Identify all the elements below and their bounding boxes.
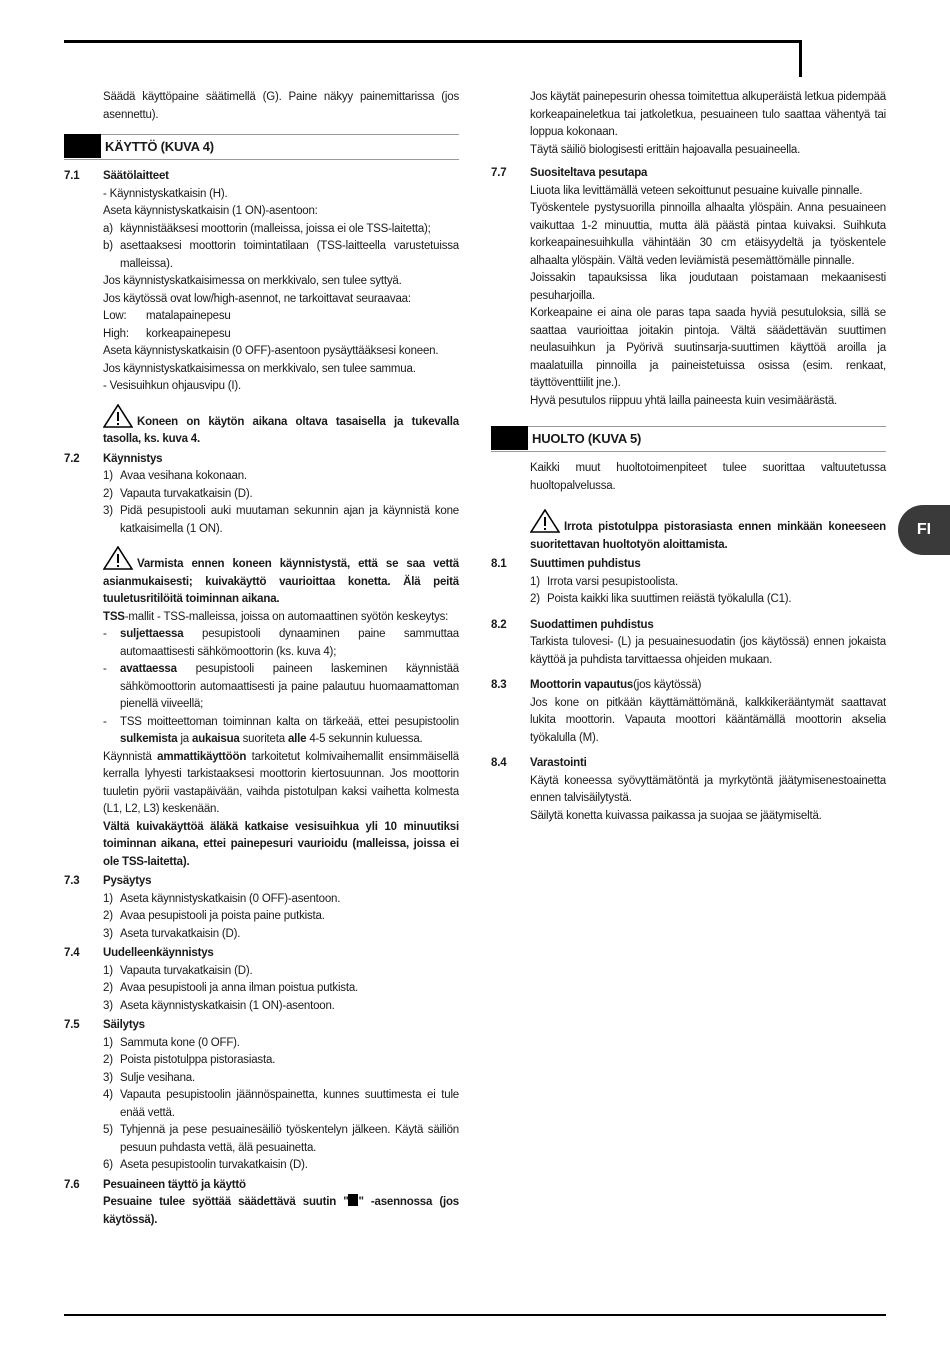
bold-note: Vältä kuivakäyttöä äläkä katkaise vesisuihkua yli 10 minuutiksi toiminnan aikana, ettei painepesuri vaurioidu (malleissa, joissa ei ole TSS-laitetta).	[103, 820, 459, 868]
subsection-heading: 8.1 Suuttimen puhdistus	[491, 558, 641, 570]
paragraph: Täytä säiliö biologisesti erittäin hajoavalla pesuaineella.	[530, 143, 801, 156]
subsection-heading: 7.6 Pesuaineen täyttö ja käyttö	[64, 1178, 246, 1191]
paragraph: - Käynnistyskatkaisin (H).	[103, 187, 228, 200]
paragraph: Aseta käynnistyskatkaisin (0 OFF)-asentoon pysäyttääksesi koneen.	[103, 345, 439, 357]
paragraph: TSS-mallit - TSS-malleissa, joissa on automaattinen syötön keskeytys:	[103, 610, 449, 623]
paragraph: Jos käytät painepesurin ohessa toimitettua alkuperäistä letkua pidempää korkeapaineletkua tai jatkoletkua, pesuaineen tulo saattaa vähentyä tai loppua kokonaan.	[530, 91, 886, 138]
list-item: 2) Vapauta turvakatkaisin (D).	[103, 487, 253, 500]
right-column	[491, 89, 886, 825]
list-item: 3) Sulje vesihana.	[103, 1071, 195, 1084]
paragraph: Työskentele pystysuorilla pinnoilla alhaalta ylöspäin. Anna pesuaineen vaikuttaa 1-2 minuuttia, mutta älä päästä pintaa kuivaksi. Suihkuta korkeapainesuihkulla vähintään 30 cm etäisyydeltä ja työskentele alhaalta ylöspäin. Vältä veden leviämistä pesemättömälle pinnalle.	[530, 202, 886, 267]
section-marker	[491, 426, 528, 450]
paragraph: Jos kone on pitkään käyttämättömänä, kalkkikerääntymät saattavat lukita moottorin. Vapauta moottori kääntämällä moottorin akselia työkalulla (M).	[530, 696, 886, 744]
list-item: 1) Vapauta turvakatkaisin (D).	[103, 964, 253, 977]
paragraph: Liuota lika levittämällä veteen sekoittunut pesuaine kuivalle pinnalle.	[530, 184, 863, 197]
list-item: 1) Avaa vesihana kokonaan.	[103, 470, 247, 482]
list-item: 1) Irrota varsi pesupistoolista.	[530, 575, 678, 588]
list-item: 1) Sammuta kone (0 OFF).	[103, 1036, 240, 1049]
subsection-heading: 7.3 Pysäytys	[64, 875, 152, 887]
paragraph: Kaikki muut huoltotoimenpiteet tulee suorittaa valtuutetussa huoltopalvelussa.	[530, 462, 886, 492]
paragraph: Käynnistä ammattikäyttöön tarkoitetut kolmivaihemallit ensimmäisellä kerralla lyhyesti tarkistaaksesi moottorin kiertosuunnan. Jos moottorin tuuletin pyörii vastapäivään, vaihda pistotulpan kaksi vaihetta kolmesta (L1, L2, L3) keskenään.	[103, 750, 459, 815]
high-setting: High: korkeapainepesu	[103, 327, 231, 340]
warning-note: Koneen on käytön aikana oltava tasaisella ja tukevalla tasolla, ks. kuva 4.	[64, 404, 459, 449]
list-item: - avattaessa pesupistooli paineen laskeminen käynnistää sähkömoottorin automaattisesti ja paine palautuu huomaamattoman pienellä viiveellä;	[103, 663, 459, 710]
language-tab: FI	[898, 505, 950, 555]
list-item: 6) Aseta pesupistoolin turvakatkaisin (D).	[103, 1159, 308, 1171]
subsection-heading: 7.1 Säätölaitteet	[64, 170, 169, 182]
paragraph: Joissakin tapauksissa lika joudutaan poistamaan mekaanisesti pesuharjoilla.	[530, 272, 886, 302]
top-rule	[64, 40, 802, 43]
warning-icon	[530, 509, 560, 533]
warning-note: Irrota pistotulppa pistorasiasta ennen minkään koneeseen suoritettavan huoltotyön aloittamista.	[491, 509, 886, 554]
subsection-heading: 7.5 Säilytys	[64, 1019, 145, 1031]
list-item: 2) Poista pistotulppa pistorasiasta.	[103, 1054, 276, 1066]
subsection-heading: 7.2 Käynnistys	[64, 452, 163, 465]
warning-icon	[103, 404, 133, 428]
bottom-rule	[64, 1314, 886, 1316]
section-header-huolto	[491, 426, 886, 452]
subsection-heading: 7.7 Suositeltava pesutapa	[491, 167, 648, 179]
subsection-heading: 8.4 Varastointi	[491, 757, 587, 769]
paragraph: Korkeapaine ei aina ole paras tapa saada hyviä pesutuloksia, sillä se saattaa vaurioittaa joitakin pintoja. Vältä säädettävän suuttimen neulasuihkun ja Pyörivä suutinsarja-suuttimen käyttöä aroilla ja maalatuilla pinnoilla ja paineistetuissa osissa (esim. renkaat, täyttöventtiilit jne.).	[530, 307, 886, 389]
subsection-heading: 7.4 Uudelleenkäynnistys	[64, 947, 214, 959]
list-item: - TSS moitteettoman toiminnan kalta on tärkeää, ettei pesupistoolin sulkemista ja aukaisua suoriteta alle 4-5 sekunnin kuluessa.	[103, 715, 459, 745]
paragraph: Jos käytössä ovat low/high-asennot, ne tarkoittavat seuraavaa:	[103, 292, 411, 305]
subsection-heading: 8.2 Suodattimen puhdistus	[491, 618, 654, 631]
paragraph: Tarkista tulovesi- (L) ja pesuainesuodatin (jos käytössä) ennen jokaista käyttöä ja puhdista tarvittaessa ohjeiden mukaan.	[530, 636, 886, 666]
intro-text: Säädä käyttöpaine säätimellä (G). Paine näkyy painemittarissa (jos asennettu).	[103, 91, 459, 121]
list-item: a) käynnistääksesi moottorin (malleissa, joissa ei ole TSS-laitetta);	[103, 222, 431, 235]
nozzle-position-icon	[348, 1194, 358, 1206]
list-item: - suljettaessa pesupistooli dynaaminen paine sammuttaa automaattisesti sähkömoottorin (ks. kuva 4);	[103, 628, 459, 658]
paragraph: Jos käynnistyskatkaisimessa on merkkivalo, sen tulee syttyä.	[103, 275, 402, 287]
paragraph: Säilytä konetta kuivassa paikassa ja suojaa se jäätymiseltä.	[530, 809, 822, 822]
section-title: HUOLTO (KUVA 5)	[532, 431, 642, 446]
list-item: 2) Avaa pesupistooli ja poista paine putkista.	[103, 910, 325, 922]
top-rule-corner	[799, 40, 802, 77]
section-marker	[64, 134, 101, 158]
warning-note: Varmista ennen koneen käynnistystä, että se saa vettä asianmukaisesti; kuivakäyttö vaurioittaa konetta. Älä peitä tuuletusritilöitä toiminnan aikana.	[64, 546, 459, 609]
paragraph: Käytä koneessa syövyttämätöntä ja myrkytöntä jäätymisenestoainetta ennen talvisäilytystä.	[530, 774, 886, 804]
warning-icon	[103, 546, 133, 570]
section-title: KÄYTTÖ (KUVA 4)	[105, 139, 214, 154]
left-column	[64, 89, 459, 1229]
list-item: 3) Aseta turvakatkaisin (D).	[103, 927, 241, 940]
bold-note: Pesuaine tulee syöttää säädettävä suutin " " -asennossa (jos käytössä).	[103, 1196, 459, 1226]
section-header-kaytto	[64, 134, 459, 160]
list-item: 4) Vapauta pesupistoolin jäännöspainetta, kunnes suuttimesta ei tule enää vettä.	[103, 1089, 459, 1119]
list-item: 2) Avaa pesupistooli ja anna ilman poistua putkista.	[103, 982, 359, 994]
list-item: 2) Poista kaikki lika suuttimen reiästä työkalulla (C1).	[530, 593, 792, 605]
list-item: 3) Pidä pesupistooli auki muutaman sekunnin ajan ja käynnistä kone katkaisimella (1 ON).	[103, 505, 459, 535]
subsection-heading: 8.3 Moottorin vapautus (jos käytössä)	[491, 679, 702, 691]
list-item: 1) Aseta käynnistyskatkaisin (0 OFF)-asentoon.	[103, 892, 341, 905]
paragraph: Jos käynnistyskatkaisimessa on merkkivalo, sen tulee sammua.	[103, 362, 416, 375]
low-setting: Low: matalapainepesu	[103, 310, 231, 322]
paragraph: Aseta käynnistyskatkaisin (1 ON)-asentoon:	[103, 205, 318, 217]
list-item: b) asettaaksesi moottorin toimintatilaan (TSS-laitteella varustetuissa malleissa).	[103, 240, 459, 270]
paragraph: Hyvä pesutulos riippuu yhtä lailla paineesta kuin vesimäärästä.	[530, 394, 838, 407]
list-item: 3) Aseta käynnistyskatkaisin (1 ON)-asentoon.	[103, 999, 335, 1012]
list-item: 5) Tyhjennä ja pese pesuainesäiliö työskentelyn jälkeen. Käytä säiliön pesuun puhdasta vettä, älä pesuainetta.	[103, 1124, 459, 1154]
paragraph: - Vesisuihkun ohjausvipu (I).	[103, 380, 242, 392]
